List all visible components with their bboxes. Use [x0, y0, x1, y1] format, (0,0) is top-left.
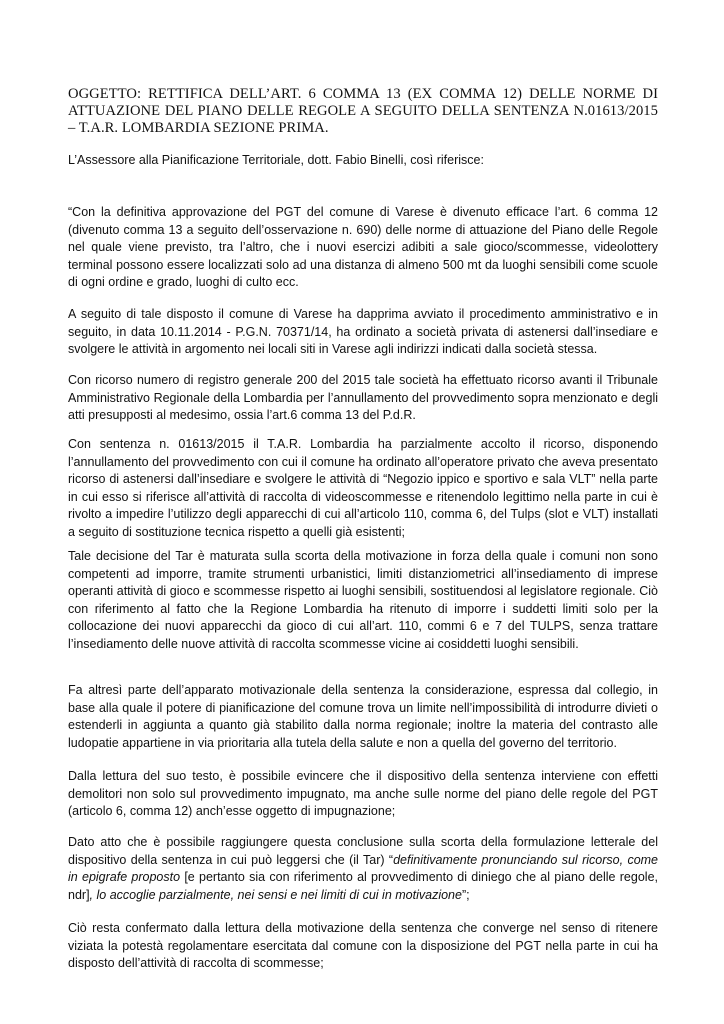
document-title: OGGETTO: RETTIFICA DELL’ART. 6 COMMA 13 (EX COMMA 12) DELLE NORME DI ATTUAZIONE DEL PIANO DELLE REGOLE A SEGUITO DELLA SENTENZA N.01613/2015 – T.A.R. LOMBARDIA SEZIONE PRIMA. [68, 86, 658, 136]
paragraph-text: [e pertanto sia con riferimento al provvedimento di diniego che al piano delle regole, ndr] [68, 870, 658, 902]
quoted-italic-text: , lo accoglie parzialmente, nei sensi e nei limiti di cui in motivazione [89, 887, 462, 902]
paragraph: A seguito di tale disposto il comune di Varese ha dapprima avviato il procedimento amministrativo e in seguito, in data 10.11.2014 - P.G.N. 70371/14, ha ordinato a società privata di astenersi dall’insediare e svolgere le attività in argomento nei locali siti in Varese agli indirizzi indicati dalla società stessa. [68, 307, 658, 357]
paragraph: Fa altresì parte dell’apparato motivazionale della sentenza la considerazione, espressa dal collegio, in base alla quale il potere di pianificazione del comune trova un limite nell’impossibilità di introdurre divieti o estenderli in aggiunta a quanto già stabilito dalla norma regionale; inoltre la materia del contrasto alle ludopatie appartiene in via prioritaria alla tutela della salute e non a quella del governo del territorio. [68, 683, 658, 750]
paragraph: “Con la definitiva approvazione del PGT del comune di Varese è divenuto efficace l’art. 6 comma 12 (divenuto comma 13 a seguito dell’osservazione n. 690) delle norme di attuazione del Piano delle Regole nel quale viene previsto, tra l’altro, che i nuovi esercizi adibiti a sale gioco/scommesse, videolottery terminal possono essere localizzati solo ad una distanza di almeno 500 mt da luoghi sensibili come scuole di ogni ordine e grado, luoghi di culto ecc. [68, 205, 658, 290]
paragraph-text: Dato atto che è possibile raggiungere questa conclusione sulla scorta della formulazione letterale del dispositivo della sentenza in cui può leggersi che (il Tar) “ [68, 835, 658, 867]
quoted-italic-text: definitivamente pronunciando sul ricorso, come in epigrafe proposto [68, 852, 659, 885]
paragraph: Ciò resta confermato dalla lettura della motivazione della sentenza che converge nel senso di ritenere viziata la potestà regolamentare esercitata dal comune con la disposizione del PGT nella parte in cui ha disposto dell’attività di raccolta di scommesse; [68, 921, 658, 971]
paragraph: Tale decisione del Tar è maturata sulla scorta della motivazione in forza della quale i comuni non sono competenti ad imporre, tramite strumenti urbanistici, limiti distanziometrici all’insediamento di imprese operanti attività di gioco e scommesse rispetto ai luoghi sensibili, sostituendosi al legislatore regionale. Ciò con riferimento al fatto che la Regione Lombardia ha ritenuto di imporre i suddetti limiti solo per la collocazione dei nuovi apparecchi da gioco di cui all’art. 110, commi 6 e 7 del TULPS, senza trattare l’insediamento delle nuove attività di raccolta scommesse vicine ai cosiddetti luoghi sensibili. [68, 549, 658, 651]
paragraph-text: ”; [461, 887, 470, 902]
paragraph: Dalla lettura del suo testo, è possibile evincere che il dispositivo della sentenza interviene con effetti demolitori non solo sul provvedimento impugnato, ma anche sulle norme del piano delle regole del PGT (articolo 6, comma 12) anch’esse oggetto di impugnazione; [68, 769, 658, 819]
paragraph: Con ricorso numero di registro generale 200 del 2015 tale società ha effettuato ricorso avanti il Tribunale Amministrativo Regionale della Lombardia per l’annullamento del provvedimento sopra menzionato e degli atti presupposti al medesimo, ossia l’art.6 comma 13 del P.d.R. [68, 373, 658, 423]
intro-line: L’Assessore alla Pianificazione Territoriale, dott. Fabio Binelli, così riferisce: [68, 153, 484, 167]
paragraph: Con sentenza n. 01613/2015 il T.A.R. Lombardia ha parzialmente accolto il ricorso, disponendo l’annullamento del provvedimento con cui il comune ha ordinato all’operatore privato che aveva presentato ricorso di astenersi dall’insediare e svolgere le attività di “Negozio ippico e sportivo e sala VLT” nella parte in cui esso si riferisce all’attività di raccolta di videoscommesse e ritenendolo legittimo nella parte in cui è rivolto a impedire l’utilizzo degli apparecchi di cui all’articolo 110, comma 6, del Tulps (slot e VLT) installati a seguito di sostituzione tecnica rispetto a quelli già esistenti; [68, 437, 658, 539]
paragraph-with-quote [68, 834, 658, 904]
